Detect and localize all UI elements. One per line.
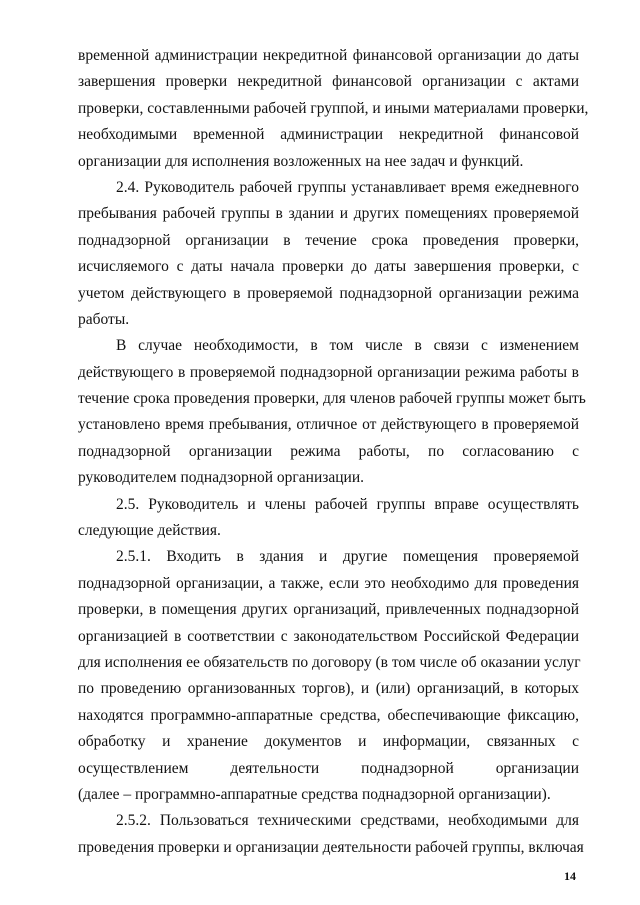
text-line: для исполнения ее обязательств по договору (в том числе об оказании услуг bbox=[78, 653, 581, 671]
text-line: проверки, в помещения других организаций, привлеченных поднадзорной bbox=[78, 601, 579, 619]
text-line: пребывания рабочей группы в здании и других помещениях проверяемой bbox=[78, 205, 579, 223]
paragraph-2-5 bbox=[78, 492, 579, 545]
text-line: установлено время пребывания, отличное от действующего в проверяемой bbox=[78, 416, 579, 434]
text-line: проверки, составленными рабочей группой, и иными материалами проверки, bbox=[78, 99, 589, 117]
text-line: осуществлением деятельности поднадзорной организации bbox=[78, 759, 579, 777]
text-line: учетом действующего в проверяемой поднадзорной организации режима bbox=[78, 284, 579, 302]
text-line: 2.5. Руководитель и члены рабочей группы вправе осуществлять bbox=[116, 495, 579, 513]
paragraph-2-4 bbox=[78, 175, 579, 333]
text-line: организацией в соответствии с законодательством Российской Федерации bbox=[78, 627, 579, 645]
text-line: поднадзорной организации, а также, если это необходимо для проведения bbox=[78, 574, 579, 592]
paragraph-2-4-case bbox=[78, 333, 586, 491]
text-line: 2.5.2. Пользоваться техническими средствами, необходимыми для bbox=[116, 812, 579, 830]
paragraph-2-5-1 bbox=[78, 544, 579, 808]
text-line: проведения проверки и организации деятельности рабочей группы, включая bbox=[78, 838, 584, 856]
text-line: временной администрации некредитной финансовой организации до даты bbox=[78, 47, 579, 64]
text-line: 2.5.1. Входить в здания и другие помещения проверяемой bbox=[116, 548, 579, 566]
text-line: поднадзорной организации режима работы, по согласованию с bbox=[78, 442, 579, 460]
text-line: 2.4. Руководитель рабочей группы устанавливает время ежедневного bbox=[116, 178, 579, 196]
text-line: организации для исполнения возложенных на нее задач и функций. bbox=[78, 152, 524, 170]
text-line: В случае необходимости, в том числе в связи с изменением bbox=[116, 337, 579, 355]
text-line: обработку и хранение документов и информации, связанных с bbox=[78, 733, 579, 751]
page-number: 14 bbox=[564, 869, 576, 883]
text-line: необходимыми временной администрации некредитной финансовой bbox=[78, 126, 579, 144]
text-line: (далее – программно-аппаратные средства поднадзорной организации). bbox=[78, 785, 551, 803]
text-line: поднадзорной организации в течение срока проведения проверки, bbox=[78, 231, 579, 249]
text-line: находятся программно-аппаратные средства, обеспечивающие фиксацию, bbox=[78, 706, 579, 724]
text-line: следующие действия. bbox=[78, 522, 221, 540]
document-body bbox=[78, 43, 589, 861]
text-line: по проведению организованных торгов), и (или) организаций, в которых bbox=[78, 680, 579, 698]
text-line: руководителем поднадзорной организации. bbox=[78, 469, 365, 487]
text-line: работы. bbox=[78, 310, 130, 328]
paragraph-continuation bbox=[78, 43, 589, 175]
text-line: течение срока проведения проверки, для членов рабочей группы может быть bbox=[78, 390, 586, 408]
paragraph-2-5-2 bbox=[78, 808, 584, 861]
text-line: завершения проверки некредитной финансовой организации с актами bbox=[78, 73, 579, 91]
text-line: исчисляемого с даты начала проверки до даты завершения проверки, с bbox=[78, 258, 579, 276]
text-line: действующего в проверяемой поднадзорной организации режима работы в bbox=[78, 363, 579, 381]
